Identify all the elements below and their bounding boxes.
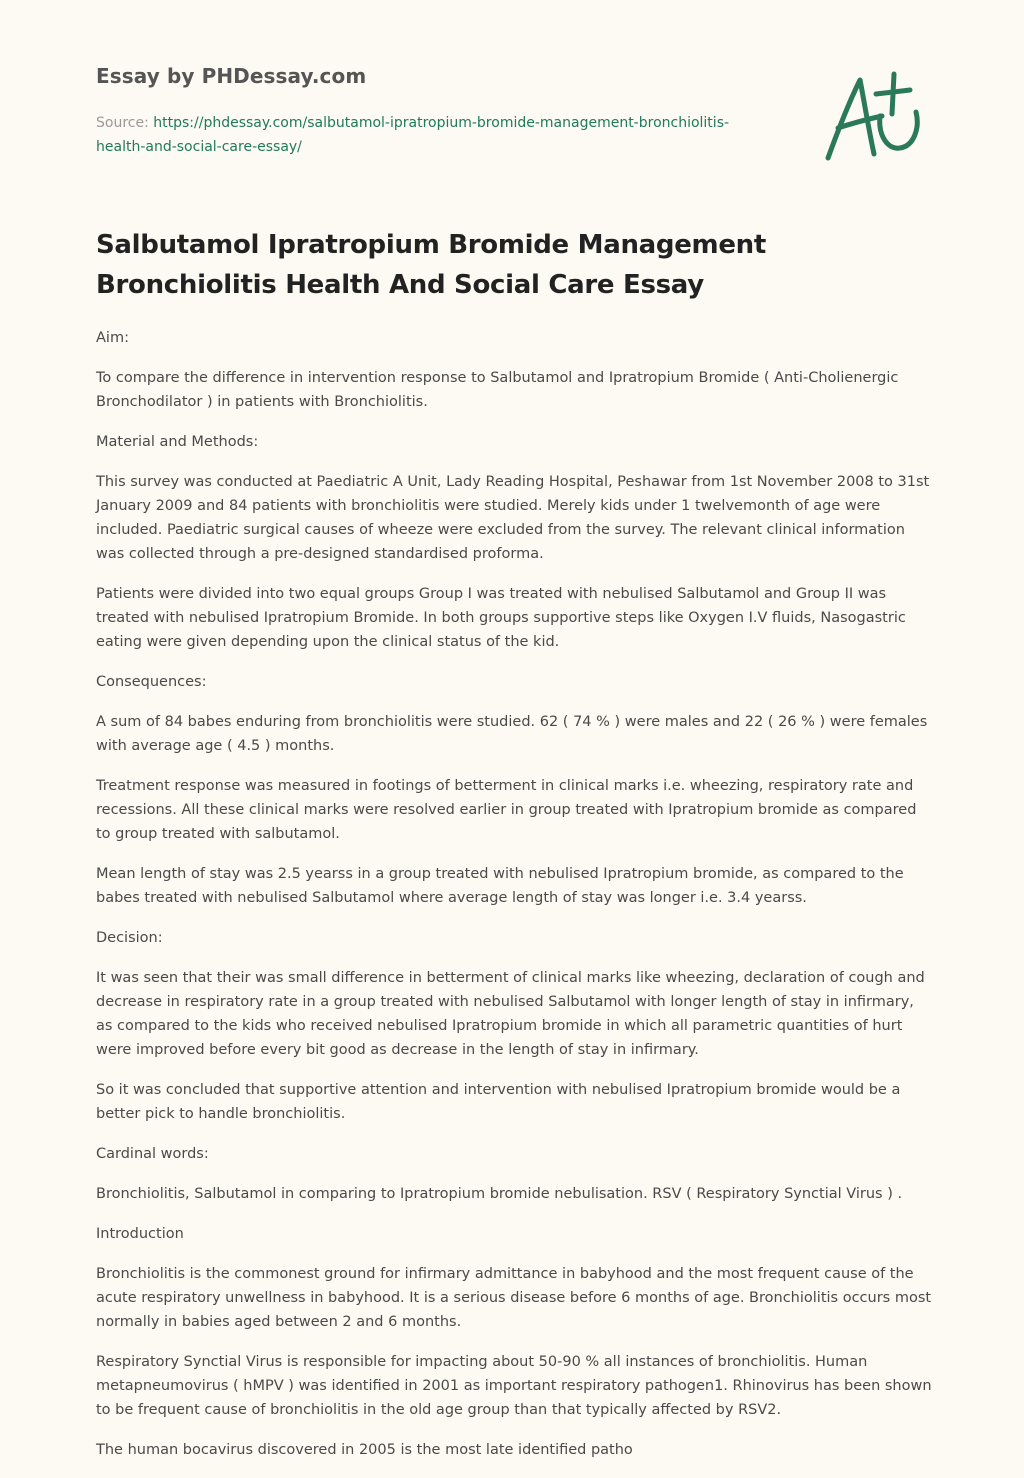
source-line: [96, 111, 736, 159]
paragraph: This survey was conducted at Paediatric A Unit, Lady Reading Hospital, Peshawar from 1st November 2008 to 31st January 2009 and 84 patients with bronchiolitis were studied. Merely kids under 1 twelvemonth of age were included. Paediatric surgical causes of wheeze were excluded from the survey. The relevant clinical information was collected through a pre-designed standardised proforma.: [96, 474, 930, 562]
site-title: Essay by PHDessay.com: [96, 64, 367, 88]
paragraph: A sum of 84 babes enduring from bronchiolitis were studied. 62 ( 74 % ) were males and 22 ( 26 % ) were females with average age ( 4.5 ) months.: [96, 714, 928, 754]
paragraph: Mean length of stay was 2.5 yearss in a group treated with nebulised Ipratropium bromide, as compared to the babes treated with nebulised Salbutamol where average length of stay was longer i.e. 3.4 yearss.: [96, 866, 904, 906]
paragraph: So it was concluded that supportive attention and intervention with nebulised Ipratropium bromide would be a better pick to handle bronchiolitis.: [96, 1082, 901, 1122]
section-heading: Material and Methods:: [96, 434, 259, 450]
section-heading: Cardinal words:: [96, 1146, 209, 1162]
paragraph: To compare the difference in intervention response to Salbutamol and Ipratropium Bromide ( Anti-Cholienergic Bronchodilator ) in patients with Bronchiolitis.: [96, 370, 899, 410]
essay-title: Salbutamol Ipratropium Bromide Management Bronchiolitis Health And Social Care Essay: [96, 230, 767, 300]
paragraph: Treatment response was measured in footings of betterment in clinical marks i.e. wheezing, respiratory rate and recessions. All these clinical marks were resolved earlier in group treated with Ipratropium bromide as compared to group treated with salbutamol.: [96, 778, 917, 842]
paragraph: Bronchiolitis, Salbutamol in comparing to Ipratropium bromide nebulisation. RSV ( Respiratory Synctial Virus ) .: [96, 1186, 903, 1202]
paragraph: Bronchiolitis is the commonest ground for infirmary admittance in babyhood and the most frequent cause of the acute respiratory unwellness in babyhood. It is a serious disease before 6 months of age. Bronchiolitis occurs most normally in babies aged between 2 and 6 months.: [96, 1266, 932, 1330]
section-heading: Introduction: [96, 1226, 184, 1242]
paragraph: It was seen that their was small difference in betterment of clinical marks like wheezing, declaration of cough and decrease in respiratory rate in a group treated with nebulised Salbutamol with longer length of stay in infirmary, as compared to the kids who received nebulised Ipratropium bromide in which all parametric quantities of hurt were improved before every bit good as decrease in the length of stay in infirmary.: [96, 970, 925, 1058]
paragraph: Respiratory Synctial Virus is responsible for impacting about 50-90 % all instances of bronchiolitis. Human metapneumovirus ( hMPV ) was identified in 2001 as important respiratory pathogen1. Rhinovirus has been shown to be frequent cause of bronchiolitis in the old age group than that typically affected by RSV2.: [96, 1354, 932, 1418]
paragraph: The human bocavirus discovered in 2005 is the most late identified patho: [96, 1442, 633, 1458]
section-heading: Consequences:: [96, 674, 207, 690]
source-link[interactable]: https://phdessay.com/salbutamol-ipratropium-bromide-management-bronchiolitis-health-and-social-care-essay/: [96, 115, 730, 155]
section-heading: Aim:: [96, 330, 129, 346]
paragraph: Patients were divided into two equal groups Group I was treated with nebulised Salbutamol and Group II was treated with nebulised Ipratropium Bromide. In both groups supportive steps like Oxygen I.V fluids, Nasogastric eating were given depending upon the clinical status of the kid.: [96, 586, 906, 650]
source-label: Source:: [96, 115, 154, 131]
section-heading: Decision:: [96, 930, 163, 946]
a-plus-logo-icon: [824, 70, 928, 162]
essay-body: [96, 326, 932, 1478]
